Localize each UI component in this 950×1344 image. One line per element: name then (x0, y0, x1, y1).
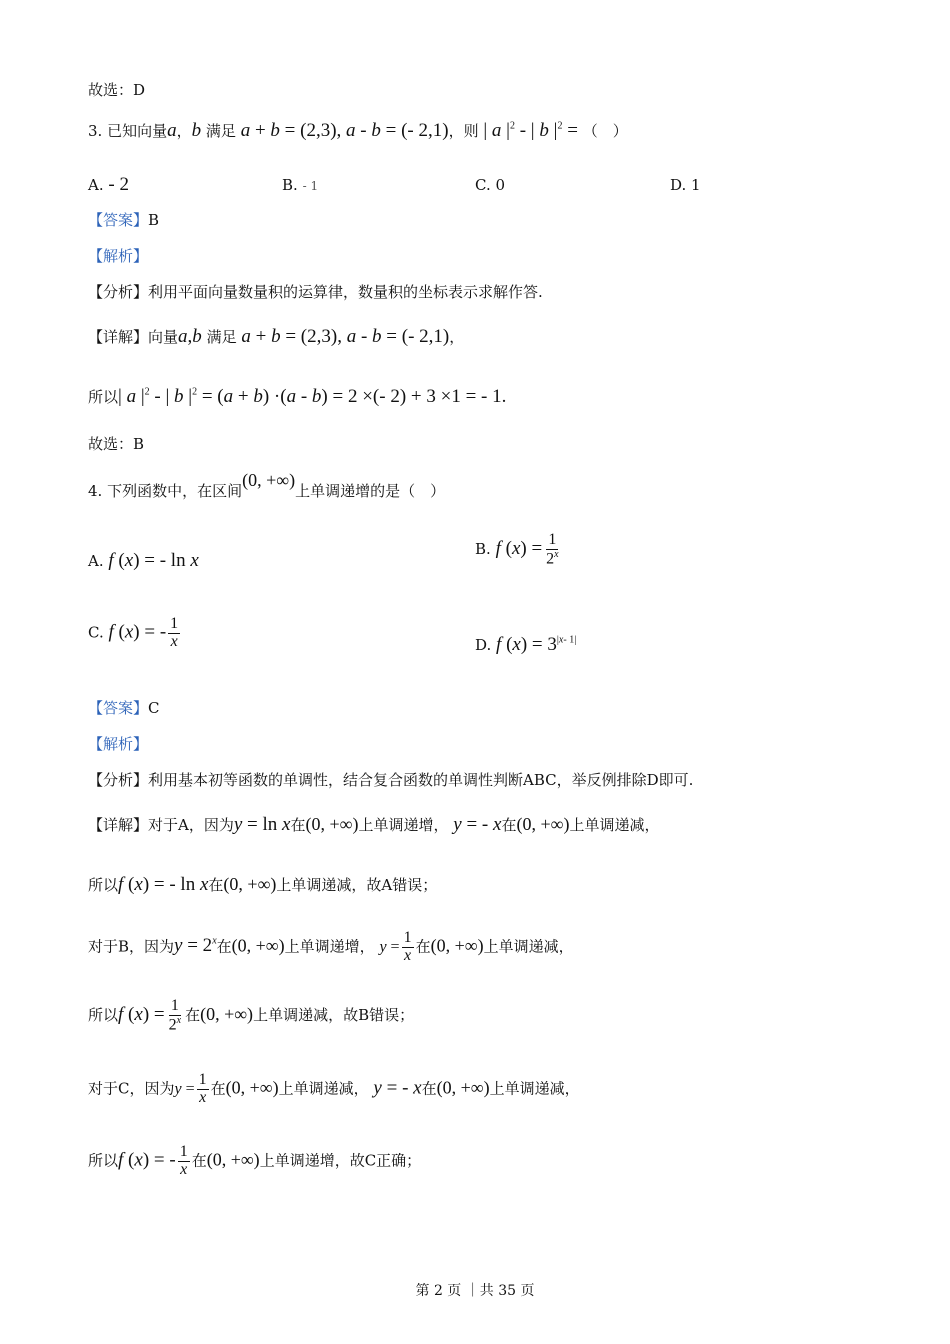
answer-3: 【答案】B (88, 211, 160, 229)
detail-4-a: 【详解】对于A，因为y = ln x在(0, +∞)上单调递增， y = - x在(0, +∞)上单调递减， (88, 814, 660, 835)
detail-4-c-result: 所以f (x) = - $\frac{1}{x}$ 在(0, +∞)上单调递增，故C正确； (88, 1143, 422, 1178)
detail-4-b: 对于B，因为$y = 2^x$在(0, +∞)上单调递增， y = $\frac{1}{x}$ 在(0, +∞)上单调递减， (88, 929, 574, 964)
q4-option-b: B. f (x) = $\frac{1}{2^x}$ (475, 531, 559, 568)
choice-3: 故选：B (88, 435, 145, 453)
q4-option-c: C. f (x) = - $\frac{1}{x}$ (88, 615, 179, 650)
q3-option-b: B. - 1 (282, 176, 319, 194)
analysis-3-tag: 【解析】 (88, 247, 149, 265)
q4-option-a: A. f (x) = - ln x (88, 550, 199, 571)
analysis-4-tag: 【解析】 (88, 735, 149, 753)
detail-4-a-result: 所以f (x) = - ln x在(0, +∞)上单调递减，故A错误； (88, 874, 438, 895)
q3-option-c: C. 0 (475, 176, 506, 194)
q4-option-d: D. f $(x) = 3^{|x- 1|}$ (475, 634, 577, 655)
page-footer: 第 2 页 ｜共 35 页 (415, 1283, 535, 1299)
text-line: 故选：D (88, 81, 146, 99)
detail-4-b-result: 所以f (x) = $\frac{1}{2^x}$ 在(0, +∞)上单调递减，故B错误； (88, 997, 415, 1034)
analysis-3: 【分析】利用平面向量数量积的运算律，数量积的坐标表示求解作答. (88, 283, 543, 301)
question-4: 4. 下列函数中，在区间(0, +∞)上单调递增的是（ ） (88, 470, 446, 500)
detail-4-c: 对于C，因为y = $\frac{1}{x}$ 在(0, +∞)上单调递减， y = - x在(0, +∞)上单调递减， (88, 1071, 580, 1106)
question-3: 3. 已知向量a，b 满足 a + b = (2,3), a - b = (- 2,1)，则 | a $|^2$ - | b $|^2$ = （ ） (88, 120, 628, 141)
detail-3: 【详解】向量a,b 满足 a + b = (2,3), a - b = (- 2,1)， (88, 326, 465, 347)
analysis-4: 【分析】利用基本初等函数的单调性，结合复合函数的单调性判断ABC，举反例排除D即可. (88, 771, 694, 789)
answer-4: 【答案】C (88, 699, 160, 717)
detail-3-result: 所以| a $|^2$ - | b $|^2 = (a + b) \cdot(a - b) = 2$ ×(- 2) + 3 ×1 = - 1. (88, 386, 507, 407)
q3-option-d: D. 1 (670, 176, 701, 194)
q3-option-a: A. - 2 (88, 174, 129, 195)
